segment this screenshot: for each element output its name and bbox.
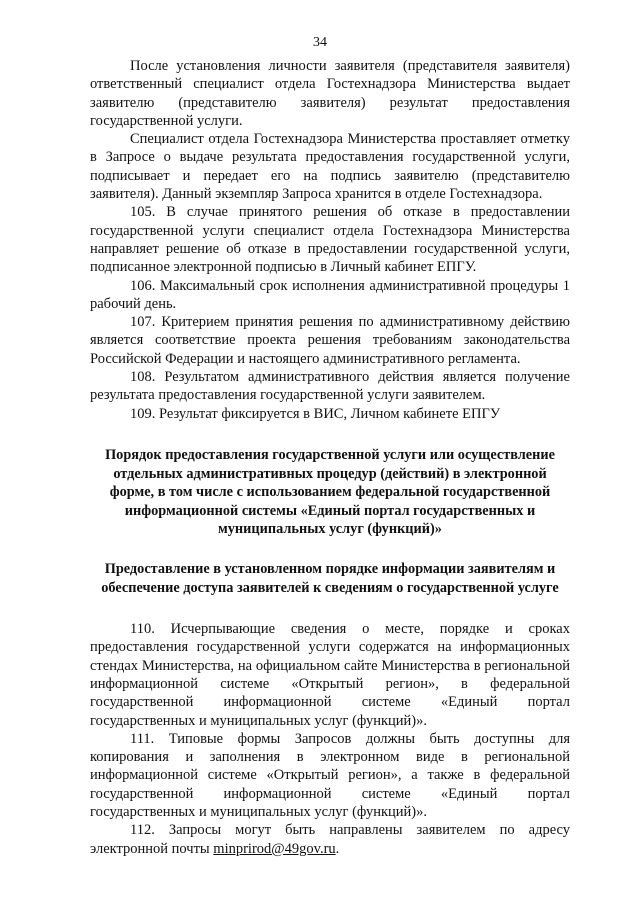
paragraph-106: 106. Максимальный срок исполнения административной процедуры 1 рабочий день. [90,277,570,312]
paragraph-110: 110. Исчерпывающие сведения о месте, порядке и сроках предоставления государственной услуги содержатся на информационных стендах Министерства, на официальном сайте Министерства в региональной информационной системе «Открытый регион», в федеральной государственной информационной системе «Единый портал государственных и муниципальных услуг (функций)». [90,621,570,729]
email-link[interactable]: minprirod@49gov.ru [213,840,336,857]
paragraph-112-text: 112. Запросы могут быть направлены заявителем по адресу электронной почты [90,822,570,857]
paragraph-112 [90,821,570,858]
paragraph-108: 108. Результатом административного действия является получение результата предоставления государственной услуги заявителем. [90,369,570,404]
paragraph: После установления личности заявителя (представителя заявителя) ответственный специалист отдела Гостехнадзора Министерства выдает заявителю (представителю заявителя) результат предоставления государственной услуги. [90,58,570,129]
section-heading: Порядок предоставления государственной услуги или осуществление отдельных административных процедур (действий) в электронной форме, в том числе с использованием федеральной государственной информационной системы «Единый портал государственных и муниципальных услуг (функций)» [105,446,555,538]
paragraph-112-end: . [335,840,340,857]
paragraph-105: 105. В случае принятого решения об отказе в предоставлении государственной услуги специалист отдела Гостехнадзора Министерства направляет решение об отказе в предоставлении государственной услуги, подписанное электронной подписью в Личный кабинет ЕПГУ. [90,204,570,276]
paragraph-111: 111. Типовые формы Запросов должны быть доступны для копирования и заполнения в электронном виде в региональной информационной системе «Открытый регион», а также в федеральной государственной информационной системе «Единый портал государственных и муниципальных услуг (функций)». [90,730,570,821]
paragraph-109: 109. Результат фиксируется в ВИС, Личном кабинете ЕПГУ [130,405,501,422]
paragraph-107: 107. Критерием принятия решения по административному действию является соответствие проекта решения требованиям законодательства Российской Федерации и настоящего административного регламента. [90,314,570,367]
document-body [90,57,570,858]
page-number: 34 [313,35,327,50]
subsection-heading: Предоставление в установленном порядке информации заявителям и обеспечение доступа заявителей к сведениям о государственной услуге [101,560,559,596]
paragraph: Специалист отдела Гостехнадзора Министерства проставляет отметку в Запросе о выдаче результата предоставления государственной услуги, подписывает и передает его на подпись заявителю (представителю заявителя). Данный экземпляр Запроса хранится в отделе Гостехнадзора. [90,131,570,203]
